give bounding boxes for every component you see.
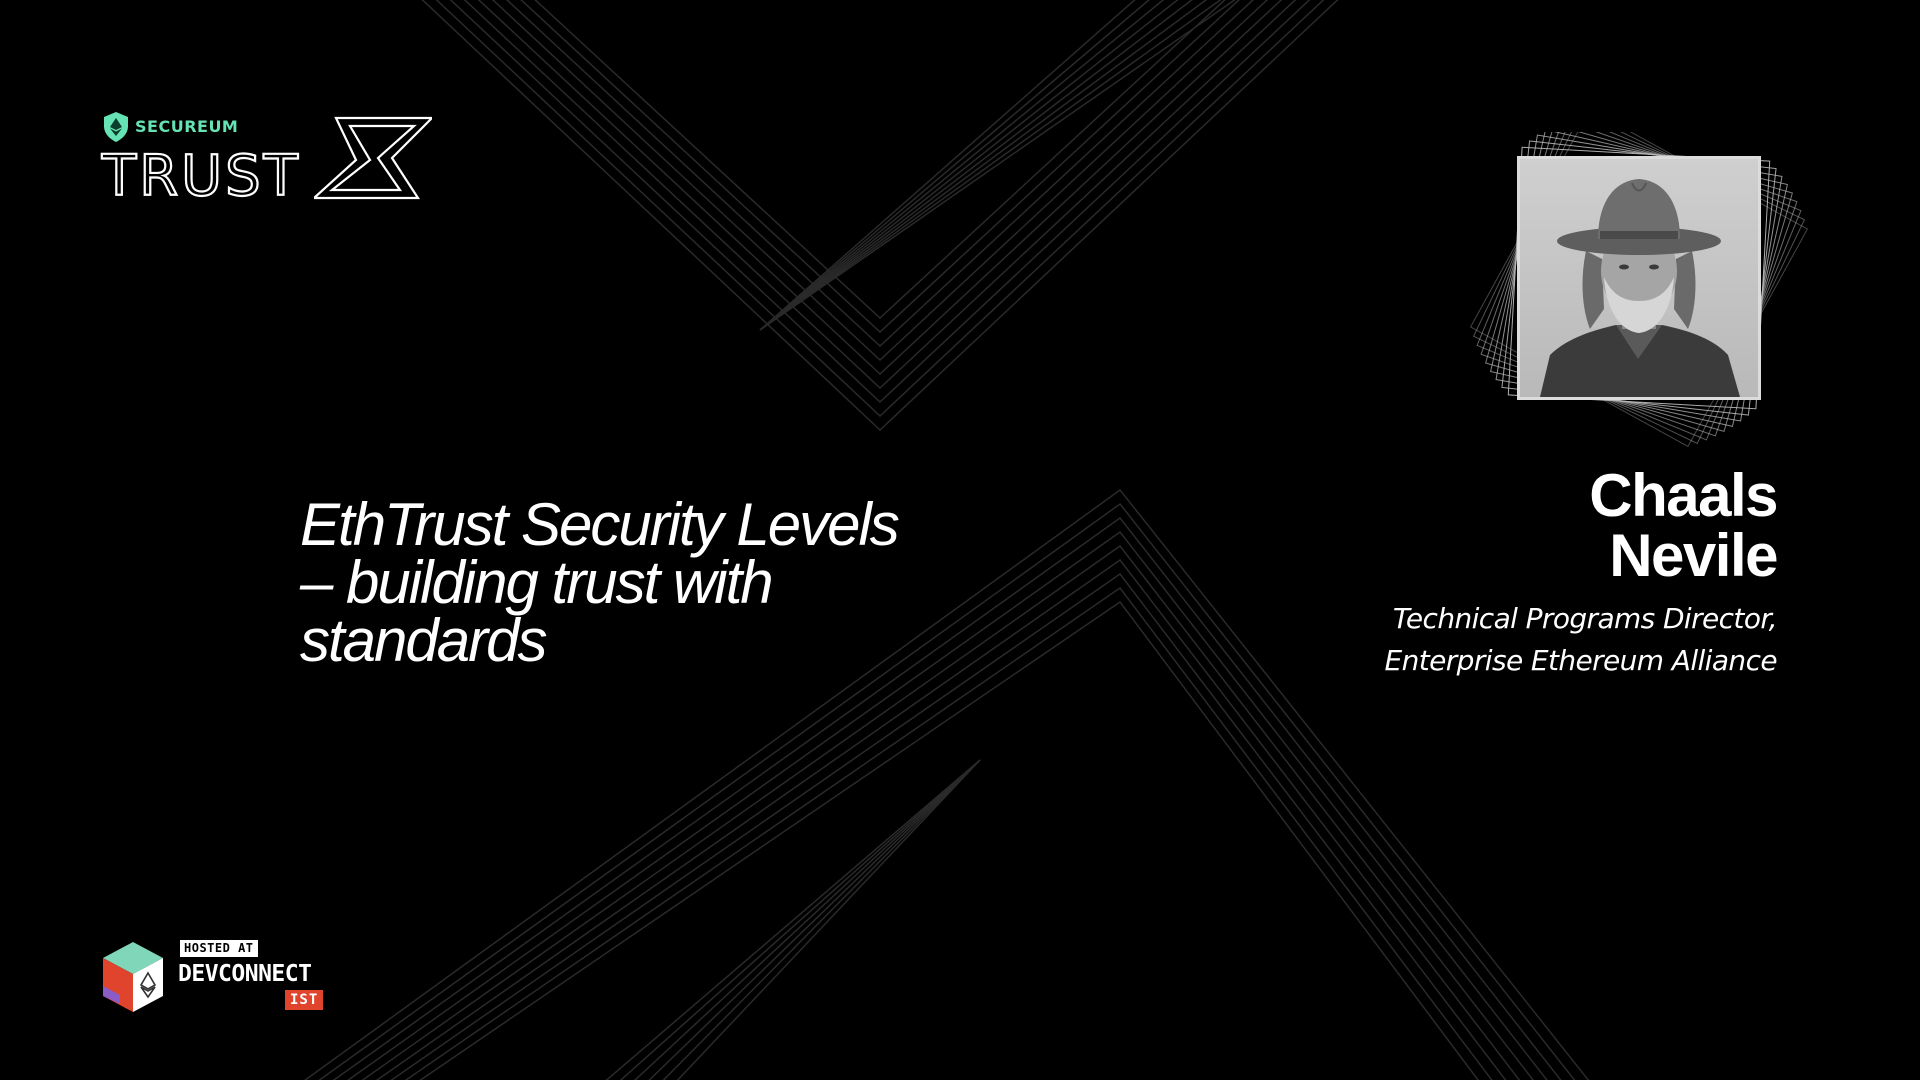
speaker-role-line: Enterprise Ethereum Alliance	[1384, 644, 1777, 677]
hosted-at-label: HOSTED AT	[180, 940, 258, 957]
speaker-role-line: Technical Programs Director,	[1392, 602, 1777, 635]
speaker-first-name: Chaals	[1589, 462, 1777, 529]
speaker-name	[1589, 462, 1777, 589]
shield-icon	[102, 111, 130, 143]
x-mark-letter: X	[373, 168, 374, 169]
talk-title-line: – building trust with	[300, 549, 772, 616]
speaker-role	[1385, 598, 1777, 682]
speaker-photo	[1517, 156, 1761, 400]
background-x-line	[408, 0, 1352, 402]
speaker-last-name: Nevile	[1609, 522, 1777, 589]
city-tag: IST	[285, 990, 323, 1010]
speaker-photo-frame	[1460, 132, 1820, 472]
background-x-line	[576, 760, 980, 1080]
trustx-logo	[102, 108, 432, 208]
background-x-line	[422, 0, 1338, 388]
background-x-line	[592, 760, 980, 1080]
talk-title	[300, 491, 1000, 674]
x-mark	[314, 110, 432, 208]
background-x-line	[380, 0, 1380, 430]
talk-title-line: standards	[300, 607, 546, 674]
background-x-line	[492, 0, 1268, 318]
talk-title-line: EthTrust Security Levels	[300, 491, 898, 558]
background-x-line	[394, 0, 1366, 416]
speaker-portrait-icon	[1520, 159, 1758, 397]
background-x-line	[464, 0, 1296, 346]
secureum-wordmark: SECUREUM	[135, 117, 239, 136]
trust-wordmark: TRUST	[102, 144, 301, 209]
devconnect-badge	[100, 936, 340, 1016]
devconnect-cube-icon	[100, 940, 166, 1014]
devconnect-wordmark: DEVCONNECT	[178, 961, 312, 987]
